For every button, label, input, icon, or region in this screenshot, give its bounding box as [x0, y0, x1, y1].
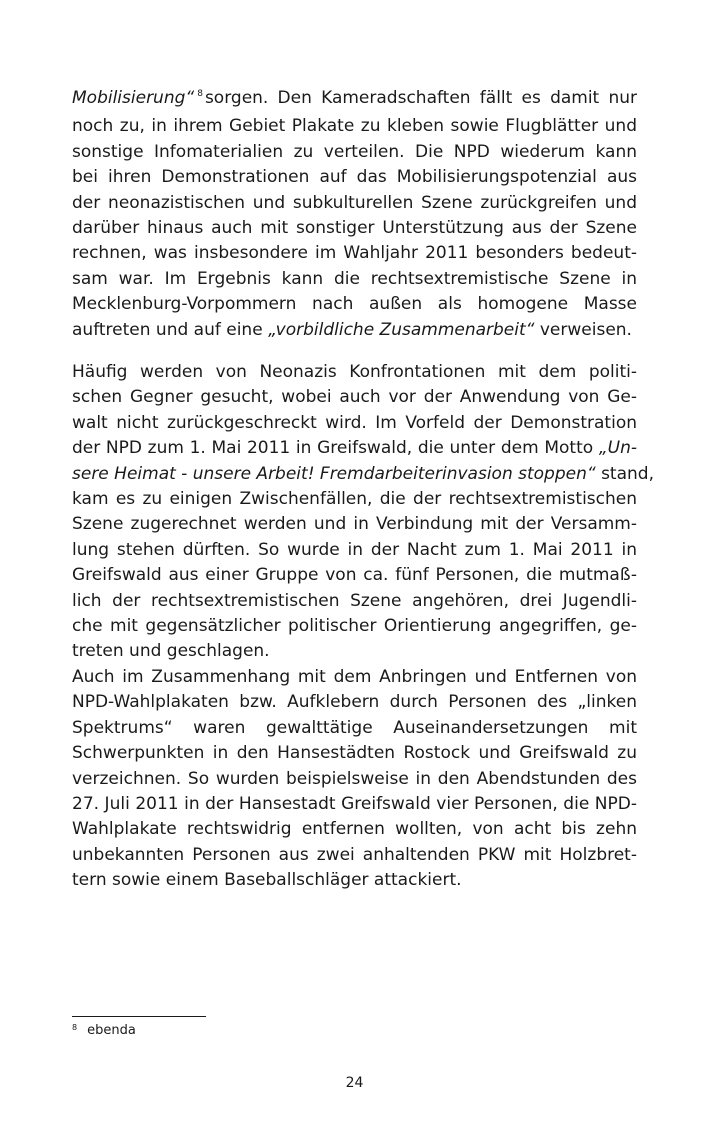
text-line: Schwerpunkten in den Hansestädten Rostock und Greifswald zu: [72, 743, 637, 764]
text-line: treten und geschlagen.: [72, 641, 270, 662]
text-line: noch zu, in ihrem Gebiet Plakate zu kleben sowie Flugblätter und: [72, 116, 637, 137]
body-paragraph: [72, 665, 637, 894]
text-line: kam es zu einigen Zwischenfällen, die der rechtsextremistischen: [72, 489, 637, 510]
text-line: unbekannten Personen aus zwei anhaltenden PKW mit Holzbret-: [72, 844, 637, 865]
text-line: Mecklenburg-Vorpommern nach außen als homogene Masse: [72, 294, 637, 315]
footnote-text: ebenda: [87, 1023, 136, 1038]
text-line: schen Gegner gesucht, wobei auch vor der Anwendung von Ge-: [72, 387, 637, 408]
footnote: [72, 1022, 136, 1041]
text-line: Häufig werden von Neonazis Konfrontationen mit dem politi-: [72, 362, 637, 382]
text-line: Szene zugerechnet werden und in Verbindung mit der Versamm-: [72, 514, 637, 535]
footnote-reference: 8: [197, 89, 203, 99]
text-line: che mit gegensätzlicher politischer Orientierung angegriffen, ge-: [72, 616, 637, 637]
italic-quote: sere Heimat - unsere Arbeit! Fremdarbeiterinvasion stoppen“: [72, 463, 596, 484]
body-paragraphs: [72, 360, 654, 894]
italic-quote: Mobilisierung“: [72, 88, 195, 108]
text-line: [72, 86, 637, 114]
page-number: 24: [345, 1075, 364, 1091]
text-span: sorgen. Den Kameradschaften fällt es damit nur: [204, 88, 637, 108]
text-line: sam war. Im Ergebnis kann die rechtsextremistische Szene in: [72, 268, 637, 289]
body-paragraph: [72, 86, 637, 343]
footnote-divider: [72, 1016, 206, 1017]
text-line: der neonazistischen und subkulturellen Szene zurückgreifen und: [72, 192, 637, 213]
text-line: lich der rechtsextremistischen Szene angehören, drei Jugendli-: [72, 590, 637, 611]
text-line: Auch im Zusammenhang mit dem Anbringen und Entfernen von: [72, 666, 637, 687]
text-line: Wahlplakate rechtswidrig entfernen wollten, von acht bis zehn: [72, 819, 637, 840]
text-line: lung stehen dürften. So wurde in der Nacht zum 1. Mai 2011 in: [72, 539, 637, 560]
text-line: darüber hinaus auch mit sonstiger Unterstützung aus der Szene: [72, 218, 637, 239]
text-line: [72, 318, 637, 343]
text-line: verzeichnen. So wurden beispielsweise in den Abendstunden des: [72, 768, 637, 789]
footnote-marker: 8: [72, 1023, 78, 1032]
text-line: tern sowie einem Baseballschläger attackiert.: [72, 870, 462, 891]
body-paragraph: [72, 360, 654, 665]
text-line: walt nicht zurückgeschreckt wird. Im Vorfeld der Demonstration: [72, 412, 637, 433]
text-line: 27. Juli 2011 in der Hansestadt Greifswald vier Personen, die NPD-: [72, 793, 637, 814]
text-line: [72, 462, 654, 487]
text-line: [72, 436, 637, 461]
text-span: verweisen.: [539, 319, 632, 340]
text-line: Spektrums“ waren gewalttätige Auseinandersetzungen mit: [72, 717, 637, 738]
text-span: der NPD zum 1. Mai 2011 in Greifswald, die unter dem Motto: [72, 438, 594, 459]
text-line: sonstige Infomaterialien zu verteilen. Die NPD wiederum kann: [72, 141, 637, 162]
italic-quote: „Un-: [598, 438, 637, 459]
text-line: Greifswald aus einer Gruppe von ca. fünf Personen, die mutmaß-: [72, 565, 637, 586]
text-line: rechnen, was insbesondere im Wahljahr 2011 besonders bedeut-: [72, 243, 637, 264]
text-span: stand,: [601, 463, 654, 484]
italic-quote: „vorbildliche Zusammenarbeit“: [268, 319, 535, 340]
text-line: NPD-Wahlplakaten bzw. Aufklebern durch Personen des „linken: [72, 692, 637, 713]
text-line: bei ihren Demonstrationen auf das Mobilisierungspotenzial aus: [72, 167, 637, 188]
text-span: auftreten und auf eine: [72, 319, 263, 340]
